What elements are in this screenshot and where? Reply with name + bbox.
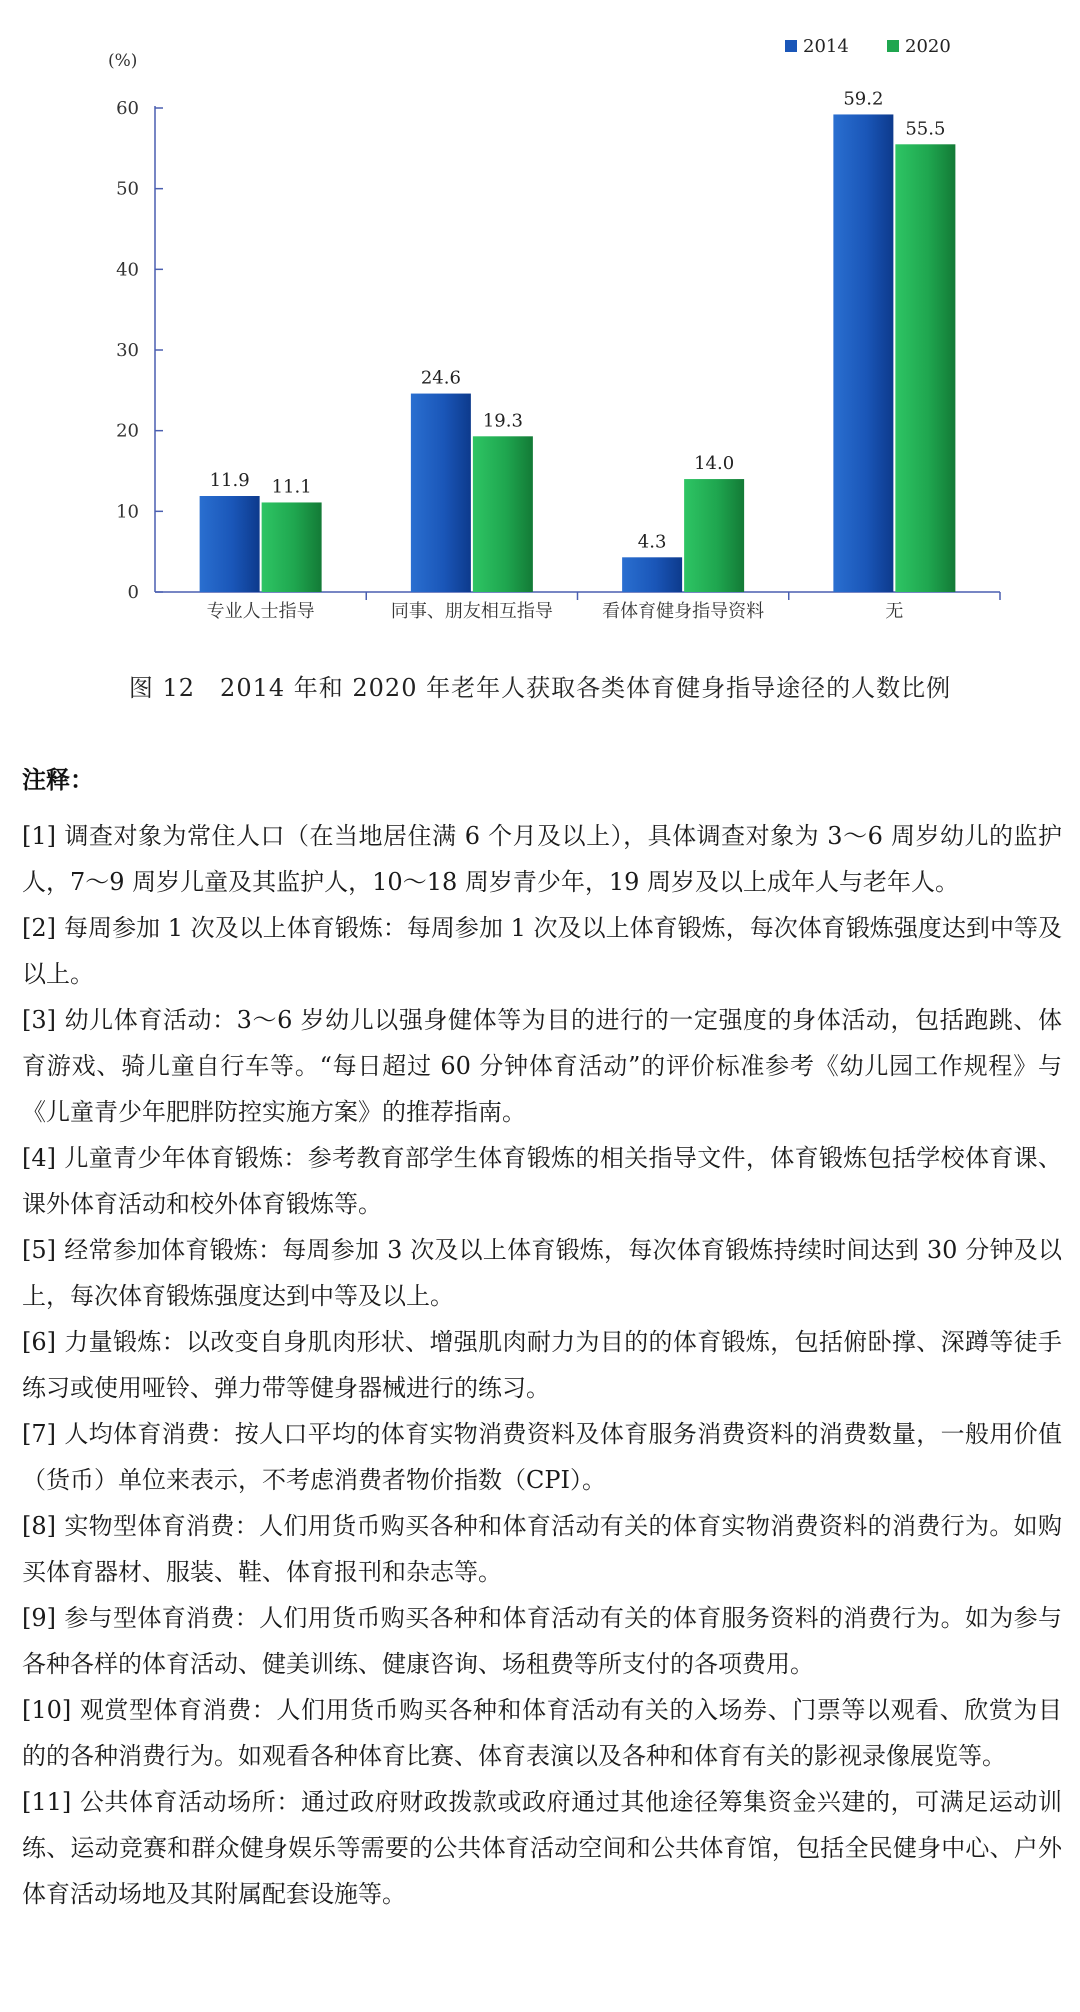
data-label: 14.0 [694,453,735,475]
note-item [22,1503,1062,1595]
legend-label: 2020 [905,36,951,57]
note-item [22,813,1062,905]
x-category-label: 无 [885,601,904,622]
notes-heading: 注释： [22,765,94,794]
chart-canvas [0,0,1080,640]
y-tick-label: 40 [116,259,139,281]
note-number: [10] [22,1696,72,1724]
x-category-label: 同事、朋友相互指导 [390,601,553,622]
bar-2014-3 [622,557,682,592]
note-text: 幼儿体育活动：3～6 岁幼儿以强身健体等为目的进行的一定强度的身体活动，包括跑跳、体育游戏、骑儿童自行车等。“每日超过 60 分钟体育活动”的评价标准参考《幼儿园工作规程》与《儿童青少年肥胖防控实施方案》的推荐指南。 [22,1006,1062,1126]
legend-swatch-2020 [887,40,899,52]
note-item [22,1687,1062,1779]
y-tick-label: 0 [127,582,139,603]
note-number: [7] [22,1420,56,1448]
y-tick-label: 30 [116,340,139,361]
y-tick-label: 50 [116,178,139,200]
note-text: 经常参加体育锻炼：每周参加 3 次及以上体育锻炼，每次体育锻炼持续时间达到 30 分钟及以上，每次体育锻炼强度达到中等及以上。 [22,1236,1062,1310]
data-label: 19.3 [482,410,523,432]
bar-2020-2 [473,436,533,592]
y-tick-label: 10 [116,501,139,523]
note-text: 儿童青少年体育锻炼：参考教育部学生体育锻炼的相关指导文件，体育锻炼包括学校体育课、课外体育活动和校外体育锻炼等。 [22,1144,1062,1218]
note-item [22,997,1062,1135]
note-item [22,1595,1062,1687]
legend-label: 2014 [803,36,849,57]
notes-section [22,760,1062,1917]
data-label: 4.3 [637,531,667,553]
data-label: 11.1 [271,476,312,498]
y-unit-label: (%) [108,51,138,71]
note-number: [6] [22,1328,56,1356]
note-item [22,1779,1062,1917]
y-tick-label: 60 [116,98,139,119]
x-category-label: 看体育健身指导资料 [602,601,765,622]
note-item [22,1227,1062,1319]
y-tick-label: 20 [116,420,139,442]
note-item [22,1319,1062,1411]
note-number: [2] [22,914,56,942]
note-text: 力量锻炼：以改变自身肌肉形状、增强肌肉耐力为目的的体育锻炼，包括俯卧撑、深蹲等徒手练习或使用哑铃、弹力带等健身器械进行的练习。 [22,1328,1062,1402]
note-text: 调查对象为常住人口（在当地居住满 6 个月及以上），具体调查对象为 3～6 周岁幼儿的监护人，7～9 周岁儿童及其监护人，10～18 周岁青少年，19 周岁及以上成年人与老年人。 [22,822,1062,896]
note-text: 每周参加 1 次及以上体育锻炼：每周参加 1 次及以上体育锻炼，每次体育锻炼强度达到中等及以上。 [22,914,1062,988]
data-label: 11.9 [209,470,250,492]
note-text: 实物型体育消费：人们用货币购买各种和体育活动有关的体育实物消费资料的消费行为。如购买体育器材、服装、鞋、体育报刊和杂志等。 [22,1512,1062,1586]
figure-caption: 图 12 2014 年和 2020 年老年人获取各类体育健身指导途径的人数比例 [128,674,952,702]
legend-swatch-2014 [785,40,797,52]
data-label: 55.5 [905,118,946,140]
bar-2020-1 [262,502,322,592]
note-number: [3] [22,1006,56,1034]
bar-2014-1 [200,496,260,592]
note-number: [1] [22,822,56,850]
note-number: [8] [22,1512,56,1540]
bar-2020-3 [684,479,744,592]
x-category-label: 专业人士指导 [206,601,315,622]
bar-2014-2 [411,394,471,592]
note-number: [4] [22,1144,56,1172]
note-number: [11] [22,1788,72,1816]
note-text: 参与型体育消费：人们用货币购买各种和体育活动有关的体育服务资料的消费行为。如为参与各种各样的体育活动、健美训练、健康咨询、场租费等所支付的各项费用。 [22,1604,1062,1678]
notes-list [22,813,1062,1917]
note-text: 人均体育消费：按人口平均的体育实物消费资料及体育服务消费资料的消费数量，一般用价值（货币）单位来表示，不考虑消费者物价指数（CPI）。 [22,1420,1062,1494]
note-item [22,905,1062,997]
data-label: 24.6 [420,367,461,389]
note-text: 观赏型体育消费：人们用货币购买各种和体育活动有关的入场券、门票等以观看、欣赏为目的的各种消费行为。如观看各种体育比赛、体育表演以及各种和体育有关的影视录像展览等。 [22,1696,1062,1770]
bar-chart [0,0,1080,640]
note-text: 公共体育活动场所：通过政府财政拨款或政府通过其他途径筹集资金兴建的，可满足运动训练、运动竞赛和群众健身娱乐等需要的公共体育活动空间和公共体育馆，包括全民健身中心、户外体育活动场地及其附属配套设施等。 [22,1788,1062,1908]
note-number: [9] [22,1604,56,1632]
note-number: [5] [22,1236,56,1264]
note-item [22,1135,1062,1227]
note-item [22,1411,1062,1503]
data-label: 59.2 [843,88,884,110]
bar-2020-4 [895,144,955,592]
bar-2014-4 [833,114,893,592]
